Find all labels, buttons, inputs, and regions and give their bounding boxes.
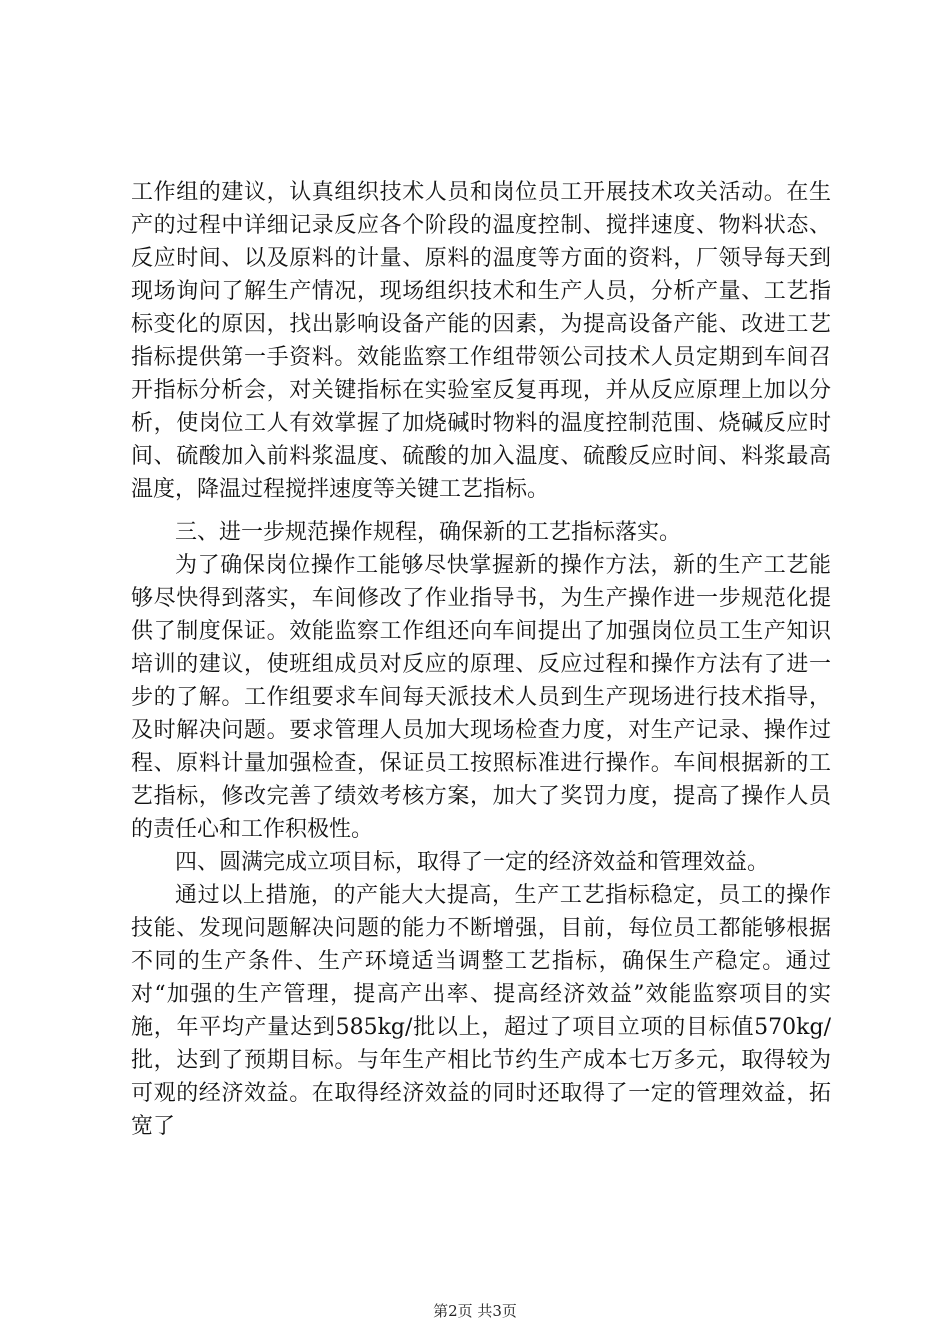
paragraph-section-3: 为了确保岗位操作工能够尽快掌握新的操作方法，新的生产工艺能够尽快得到落实，车间修改了作业指导书，为生产操作进一步规范化提供了制度保证。效能监察工作组还向车间提出了加强岗位员工生产知识培训的建议，使班组成员对反应的原理、反应过程和操作方法有了进一步的了解。工作组要求车间每天派技术人员到生产现场进行技术指导，及时解决问题。要求管理人员加大现场检查力度，对生产记录、操作过程、原料计量加强检查，保证员工按照标准进行操作。车间根据新的工艺指标，修改完善了绩效考核方案，加大了奖罚力度，提高了操作人员的责任心和工作积极性。 [131,553,831,842]
paragraph-continuation: 工作组的建议，认真组织技术人员和岗位员工开展技术攻关活动。在生产的过程中详细记录反应各个阶段的温度控制、搅拌速度、物料状态、反应时间、以及原料的计量、原料的温度等方面的资料，厂领导每天到现场询问了解生产情况，现场组织技术和生产人员，分析产量、工艺指标变化的原因，找出影响设备产能的因素，为提高设备产能、改进工艺指标提供第一手资料。效能监察工作组带领公司技术人员定期到车间召开指标分析会，对关键指标在实验室反复再现，并从反应原理上加以分析，使岗位工人有效掌握了加烧碱时物料的温度控制范围、烧碱反应时间、硫酸加入前料浆温度、硫酸的加入温度、硫酸反应时间、料浆最高温度，降温过程搅拌速度等关键工艺指标。 [131,180,831,502]
section-heading-3: 三、进一步规范操作规程，确保新的工艺指标落实。 [175,520,682,545]
body-text [131,176,831,1143]
section-heading-4: 四、圆满完成立项目标，取得了一定的经济效益和管理效益。 [175,850,770,875]
paragraph-section-4: 通过以上措施，的产能大大提高，生产工艺指标稳定，员工的操作技能、发现问题解决问题的能力不断增强，目前，每位员工都能够根据不同的生产条件、生产环境适当调整工艺指标，确保生产稳定。通过对“加强的生产管理，提高产出率、提高经济效益”效能监察项目的实施，年平均产量达到585kg/批以上，超过了项目立项的目标值570kg/批，达到了预期目标。与年生产相比节约生产成本七万多元，取得较为可观的经济效益。在取得经济效益的同时还取得了一定的管理效益，拓宽了 [131,883,831,1139]
page-number-footer: 第2页 共3页 [433,1302,517,1320]
